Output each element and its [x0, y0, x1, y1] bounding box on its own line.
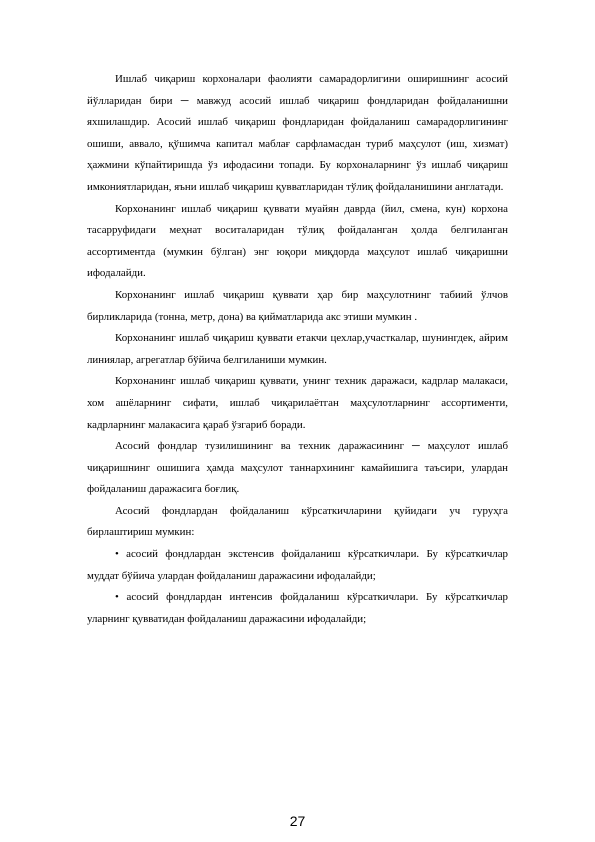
- paragraph: Корхонанинг ишлаб чиқариш қуввати ҳар бир маҳсулотнинг табиий ўлчов бирликларида (тонна, метр, дона) ва қийматларида акс этиши мумкин .: [87, 288, 508, 323]
- paragraph: Ишлаб чиқариш корхоналари фаолияти самарадорлигини оширишнинг асосий йўлларидан бири ─ мавжуд асосий ишлаб чиқариш фондларидан фойдаланишни яхшилашдир. Асосий ишлаб чиқариш фондларидан фойдаланиш самарадорлигининг ошиши, аввало, қўшимча капитал маблағ сарфламасдан туриб маҳсулот (иш, хизмат) ҳажмини кўпайтиришда ўз ифодасини топади. Бу корхоналарнинг ўз ишлаб чиқариш имкониятларидан, яъни ишлаб чиқариш қувватларидан тўлиқ фойдаланишини англатади.: [87, 73, 508, 193]
- bullet-paragraph: • асосий фондлардан экстенсив фойдаланиш кўрсаткичлари. Бу кўрсаткичлар муддат бўйича улардан фойдаланиш даражасини ифодалайди;: [87, 548, 508, 582]
- bullet-paragraph: • асосий фондлардан интенсив фойдаланиш кўрсаткичлари. Бу кўрсаткичлар уларнинг қувватидан фойдаланиш даражасини ифодалайди;: [87, 591, 508, 625]
- paragraph: Асосий фондлардан фойдаланиш кўрсаткичларини қуйидаги уч гуруҳга бирлаштириш мумкин:: [87, 504, 508, 539]
- paragraph: Корхонанинг ишлаб чиқариш қуввати етакчи цехлар,участкалар, шунингдек, айрим линиялар, агрегатлар бўйича белгиланиши мумкин.: [87, 332, 508, 366]
- body-text: [87, 69, 508, 630]
- paragraph: Корхонанинг ишлаб чиқариш қуввати, унинг техник даражаси, кадрлар малакаси, хом ашёларнинг сифати, ишлаб чиқарилаётган маҳсулотларнинг ассортименти, кадрларнинг малакасига қараб ўзгариб боради.: [87, 375, 508, 431]
- paragraph: Асосий фондлар тузилишининг ва техник даражасининг ─ маҳсулот ишлаб чиқаришнинг ошишига ҳамда маҳсулот таннархининг камайишига таъсири, улардан фойдаланиш даражасига боғлиқ.: [87, 440, 508, 496]
- page-number: 27: [289, 813, 306, 829]
- paragraph: Корхонанинг ишлаб чиқариш қуввати муайян даврда (йил, смена, кун) корхона тасарруфидаги меҳнат воситаларидан тўлиқ фойдаланган ҳолда белгиланган ассортиментда (мумкин бўлган) энг юқори миқдорда маҳсулот ишлаб чиқаришни ифодалайди.: [87, 202, 508, 280]
